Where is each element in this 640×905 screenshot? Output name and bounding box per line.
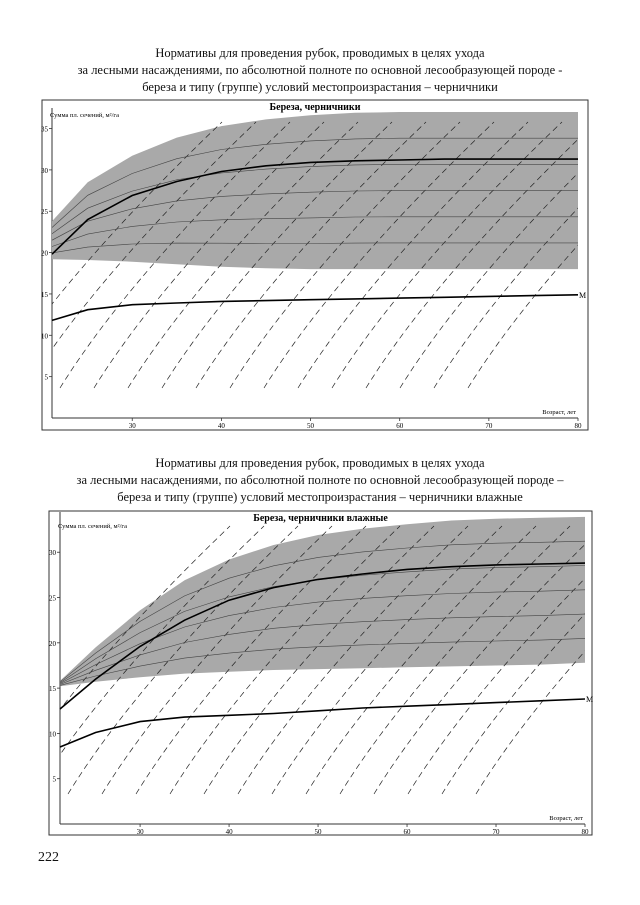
y-tick-label: 20 — [49, 639, 56, 648]
y-tick-label: 30 — [49, 549, 56, 558]
y-tick-label: 20 — [41, 249, 48, 258]
page-number: 222 — [38, 850, 59, 865]
y-axis-label: Сумма пл. сечений, м²/га — [50, 112, 119, 119]
y-tick-label: 5 — [44, 373, 48, 382]
x-tick-label: 40 — [217, 422, 225, 430]
y-tick-label: 25 — [49, 594, 56, 603]
chart-title: Береза, черничники — [269, 102, 361, 113]
y-tick-label: 15 — [41, 290, 48, 299]
x-tick-label: 70 — [492, 828, 500, 836]
x-tick-label: 60 — [396, 422, 404, 430]
line-label-m: M — [579, 290, 587, 300]
y-tick-label: 10 — [49, 730, 56, 739]
y-tick-label: 35 — [41, 125, 48, 134]
x-tick-label: 40 — [225, 828, 233, 836]
chart-heading-2-line-3: береза и типу (группе) условий местопроизрастания – черничники влажные — [117, 490, 523, 504]
y-tick-label: 5 — [52, 775, 56, 784]
y-axis-label: Сумма пл. сечений, м²/га — [58, 523, 127, 530]
x-tick-label: 60 — [403, 828, 411, 836]
chart-title: Береза, черничники влажные — [253, 513, 388, 524]
x-tick-label: 30 — [128, 422, 136, 430]
y-tick-label: 10 — [41, 332, 48, 341]
chart-heading-1-line-2: за лесными насаждениями, по абсолютной полноте по основной лесообразующей породе - — [77, 63, 563, 77]
x-tick-label: 30 — [136, 828, 144, 836]
chart-heading-2-line-2: за лесными насаждениями, по абсолютной полноте по основной лесообразующей породе – — [76, 473, 564, 487]
chart-heading-1-line-3: береза и типу (группе) условий местопроизрастания – черничники — [142, 80, 498, 94]
x-tick-label: 70 — [485, 422, 493, 430]
y-tick-label: 30 — [41, 166, 48, 175]
line-label-m: M — [586, 694, 594, 704]
x-axis-label: Возраст, лет — [542, 409, 576, 416]
chart-heading-2-line-1: Нормативы для проведения рубок, проводимых в целях ухода — [155, 456, 485, 470]
chart-heading-1-line-1: Нормативы для проведения рубок, проводимых в целях ухода — [155, 46, 485, 60]
x-tick-label: 80 — [581, 828, 589, 836]
x-tick-label: 50 — [307, 422, 315, 430]
x-tick-label: 50 — [314, 828, 322, 836]
x-axis-label: Возраст, лет — [549, 815, 583, 822]
y-tick-label: 15 — [49, 685, 56, 694]
x-tick-label: 80 — [574, 422, 582, 430]
y-tick-label: 25 — [41, 208, 48, 217]
